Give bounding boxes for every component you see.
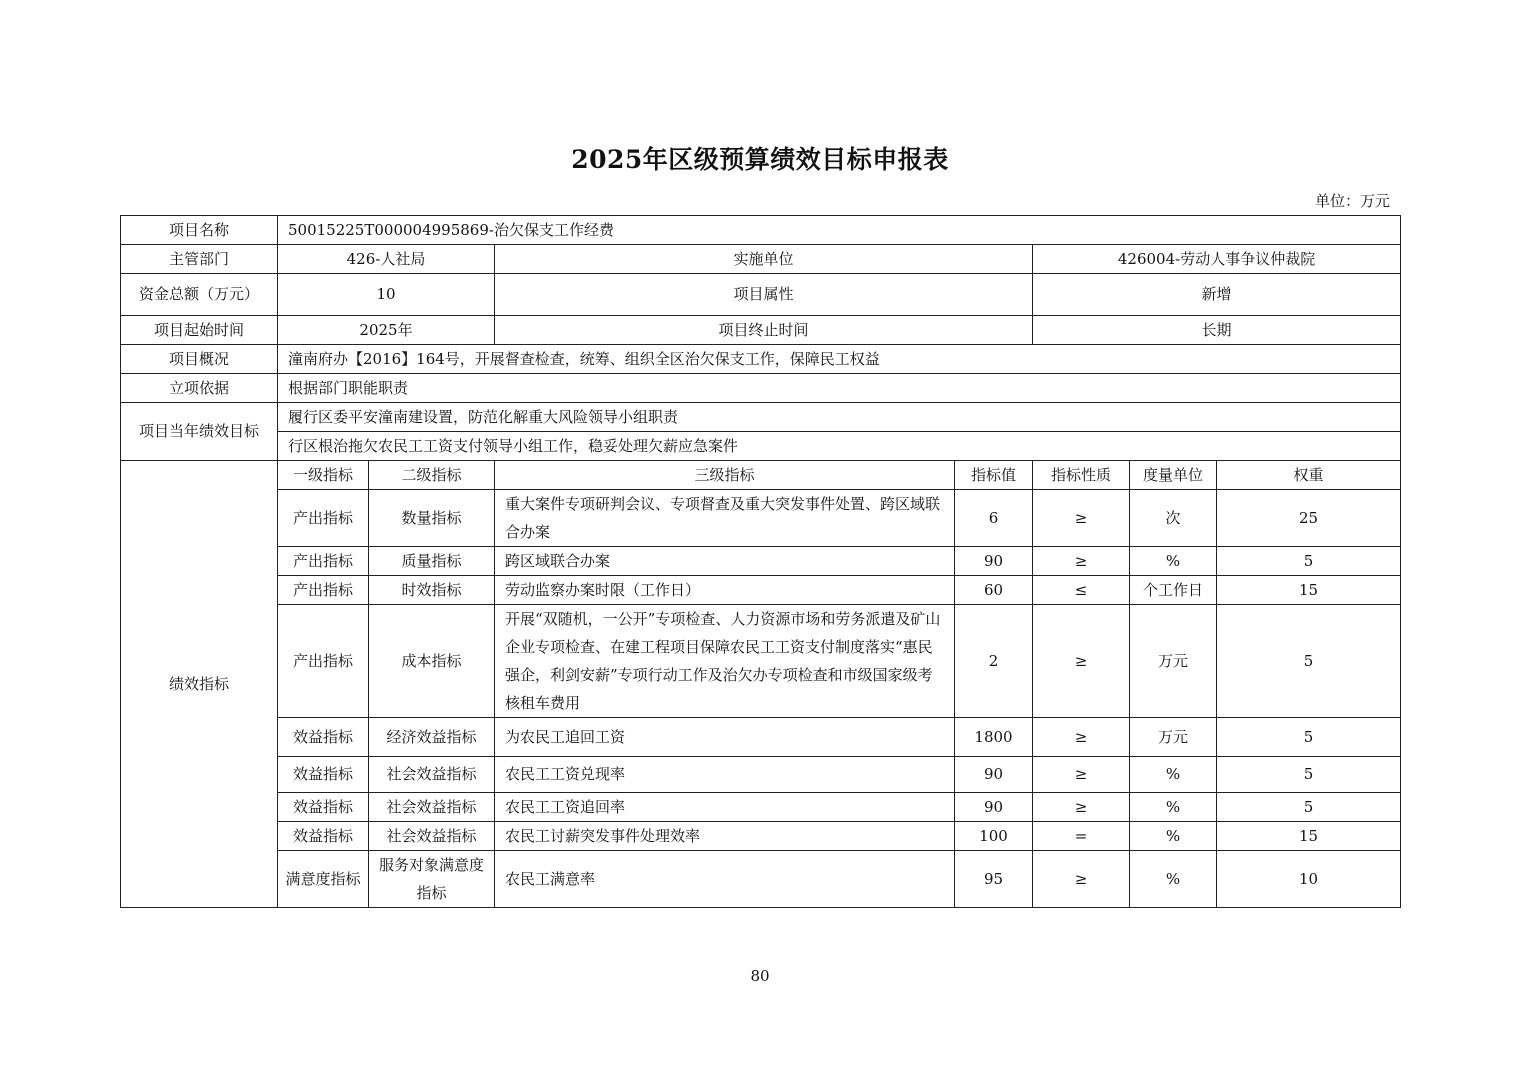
unit-cell: 个工作日 xyxy=(1130,576,1217,605)
nature-cell: ≥ xyxy=(1033,718,1130,757)
weight-cell: 5 xyxy=(1217,605,1401,718)
l1-cell: 产出指标 xyxy=(278,605,369,718)
value-cell: 100 xyxy=(955,822,1033,851)
l1-cell: 效益指标 xyxy=(278,822,369,851)
table-row xyxy=(121,576,1401,605)
header-cell: 权重 xyxy=(1217,461,1401,490)
weight-cell: 5 xyxy=(1217,718,1401,757)
value-cell: 90 xyxy=(955,757,1033,793)
l2-cell: 成本指标 xyxy=(369,605,495,718)
row-goal-1 xyxy=(121,403,1401,432)
basis-value: 根据部门职能职责 xyxy=(278,374,1401,403)
unit-label: 单位：万元 xyxy=(1314,192,1390,210)
table-row xyxy=(121,793,1401,822)
unit-cell: % xyxy=(1130,757,1217,793)
l3-cell: 农民工满意率 xyxy=(495,851,955,908)
value-cell: 90 xyxy=(955,793,1033,822)
weight-cell: 5 xyxy=(1217,757,1401,793)
attr-value: 新增 xyxy=(1033,274,1401,316)
header-cell: 指标值 xyxy=(955,461,1033,490)
fund-value: 10 xyxy=(278,274,495,316)
perf-header-row xyxy=(121,461,1401,490)
row-time xyxy=(121,316,1401,345)
weight-cell: 5 xyxy=(1217,547,1401,576)
page-number: 80 xyxy=(750,967,770,985)
dept-label: 主管部门 xyxy=(121,245,278,274)
budget-performance-table xyxy=(120,215,1401,908)
l2-cell: 社会效益指标 xyxy=(369,793,495,822)
weight-cell: 15 xyxy=(1217,576,1401,605)
l2-cell: 社会效益指标 xyxy=(369,757,495,793)
nature-cell: ≤ xyxy=(1033,576,1130,605)
header-cell: 度量单位 xyxy=(1130,461,1217,490)
fund-label: 资金总额（万元） xyxy=(121,274,278,316)
table-row xyxy=(121,605,1401,718)
nature-cell: ≥ xyxy=(1033,490,1130,547)
header-cell: 指标性质 xyxy=(1033,461,1130,490)
l3-cell: 劳动监察办案时限（工作日） xyxy=(495,576,955,605)
unit-cell: 次 xyxy=(1130,490,1217,547)
nature-cell: ≥ xyxy=(1033,793,1130,822)
l2-cell: 社会效益指标 xyxy=(369,822,495,851)
l3-cell: 农民工工资兑现率 xyxy=(495,757,955,793)
impl-label: 实施单位 xyxy=(495,245,1033,274)
goal-item: 履行区委平安潼南建设置，防范化解重大风险领导小组职责 xyxy=(278,403,1401,432)
l3-cell: 开展“双随机，一公开”专项检查、人力资源市场和劳务派遣及矿山企业专项检查、在建工程项目保障农民工工资支付制度落实“惠民强企，利剑安薪”专项行动工作及治欠办专项检查和市级国家级考核租车费用 xyxy=(495,605,955,718)
nature-cell: = xyxy=(1033,822,1130,851)
value-cell: 6 xyxy=(955,490,1033,547)
row-department xyxy=(121,245,1401,274)
attr-label: 项目属性 xyxy=(495,274,1033,316)
header-cell: 三级指标 xyxy=(495,461,955,490)
perf-label: 绩效指标 xyxy=(121,461,278,908)
l1-cell: 产出指标 xyxy=(278,576,369,605)
unit-cell: 万元 xyxy=(1130,605,1217,718)
project-name-label: 项目名称 xyxy=(121,216,278,245)
l2-cell: 时效指标 xyxy=(369,576,495,605)
overview-value: 潼南府办【2016】164号，开展督查检查，统筹、组织全区治欠保支工作，保障民工权益 xyxy=(278,345,1401,374)
l2-cell: 服务对象满意度指标 xyxy=(369,851,495,908)
l3-cell: 跨区域联合办案 xyxy=(495,547,955,576)
weight-cell: 25 xyxy=(1217,490,1401,547)
l3-cell: 农民工讨薪突发事件处理效率 xyxy=(495,822,955,851)
table-row xyxy=(121,547,1401,576)
l2-cell: 质量指标 xyxy=(369,547,495,576)
nature-cell: ≥ xyxy=(1033,547,1130,576)
table-row xyxy=(121,822,1401,851)
overview-label: 项目概况 xyxy=(121,345,278,374)
row-basis xyxy=(121,374,1401,403)
row-fund xyxy=(121,274,1401,316)
value-cell: 90 xyxy=(955,547,1033,576)
table-row xyxy=(121,851,1401,908)
unit-cell: % xyxy=(1130,822,1217,851)
l1-cell: 产出指标 xyxy=(278,547,369,576)
l3-cell: 为农民工追回工资 xyxy=(495,718,955,757)
l1-cell: 满意度指标 xyxy=(278,851,369,908)
l3-cell: 重大案件专项研判会议、专项督查及重大突发事件处置、跨区域联合办案 xyxy=(495,490,955,547)
end-value: 长期 xyxy=(1033,316,1401,345)
header-cell: 一级指标 xyxy=(278,461,369,490)
table-row xyxy=(121,718,1401,757)
value-cell: 1800 xyxy=(955,718,1033,757)
value-cell: 95 xyxy=(955,851,1033,908)
start-label: 项目起始时间 xyxy=(121,316,278,345)
l1-cell: 效益指标 xyxy=(278,718,369,757)
start-value: 2025年 xyxy=(278,316,495,345)
goal-label: 项目当年绩效目标 xyxy=(121,403,278,461)
unit-cell: % xyxy=(1130,547,1217,576)
l1-cell: 效益指标 xyxy=(278,793,369,822)
goal-item: 行区根治拖欠农民工工资支付领导小组工作，稳妥处理欠薪应急案件 xyxy=(278,432,1401,461)
unit-cell: % xyxy=(1130,793,1217,822)
row-project-name xyxy=(121,216,1401,245)
l1-cell: 产出指标 xyxy=(278,490,369,547)
impl-value: 426004-劳动人事争议仲裁院 xyxy=(1033,245,1401,274)
unit-cell: % xyxy=(1130,851,1217,908)
l2-cell: 经济效益指标 xyxy=(369,718,495,757)
unit-cell: 万元 xyxy=(1130,718,1217,757)
header-cell: 二级指标 xyxy=(369,461,495,490)
project-name-value: 50015225T000004995869-治欠保支工作经费 xyxy=(278,216,1401,245)
nature-cell: ≥ xyxy=(1033,851,1130,908)
nature-cell: ≥ xyxy=(1033,605,1130,718)
nature-cell: ≥ xyxy=(1033,757,1130,793)
value-cell: 2 xyxy=(955,605,1033,718)
l1-cell: 效益指标 xyxy=(278,757,369,793)
weight-cell: 15 xyxy=(1217,822,1401,851)
row-goal-2 xyxy=(121,432,1401,461)
l2-cell: 数量指标 xyxy=(369,490,495,547)
weight-cell: 10 xyxy=(1217,851,1401,908)
basis-label: 立项依据 xyxy=(121,374,278,403)
row-overview xyxy=(121,345,1401,374)
end-label: 项目终止时间 xyxy=(495,316,1033,345)
weight-cell: 5 xyxy=(1217,793,1401,822)
table-row xyxy=(121,490,1401,547)
table-row xyxy=(121,757,1401,793)
dept-value: 426-人社局 xyxy=(278,245,495,274)
value-cell: 60 xyxy=(955,576,1033,605)
l3-cell: 农民工工资追回率 xyxy=(495,793,955,822)
page-title: 2025年区级预算绩效目标申报表 xyxy=(571,145,949,174)
